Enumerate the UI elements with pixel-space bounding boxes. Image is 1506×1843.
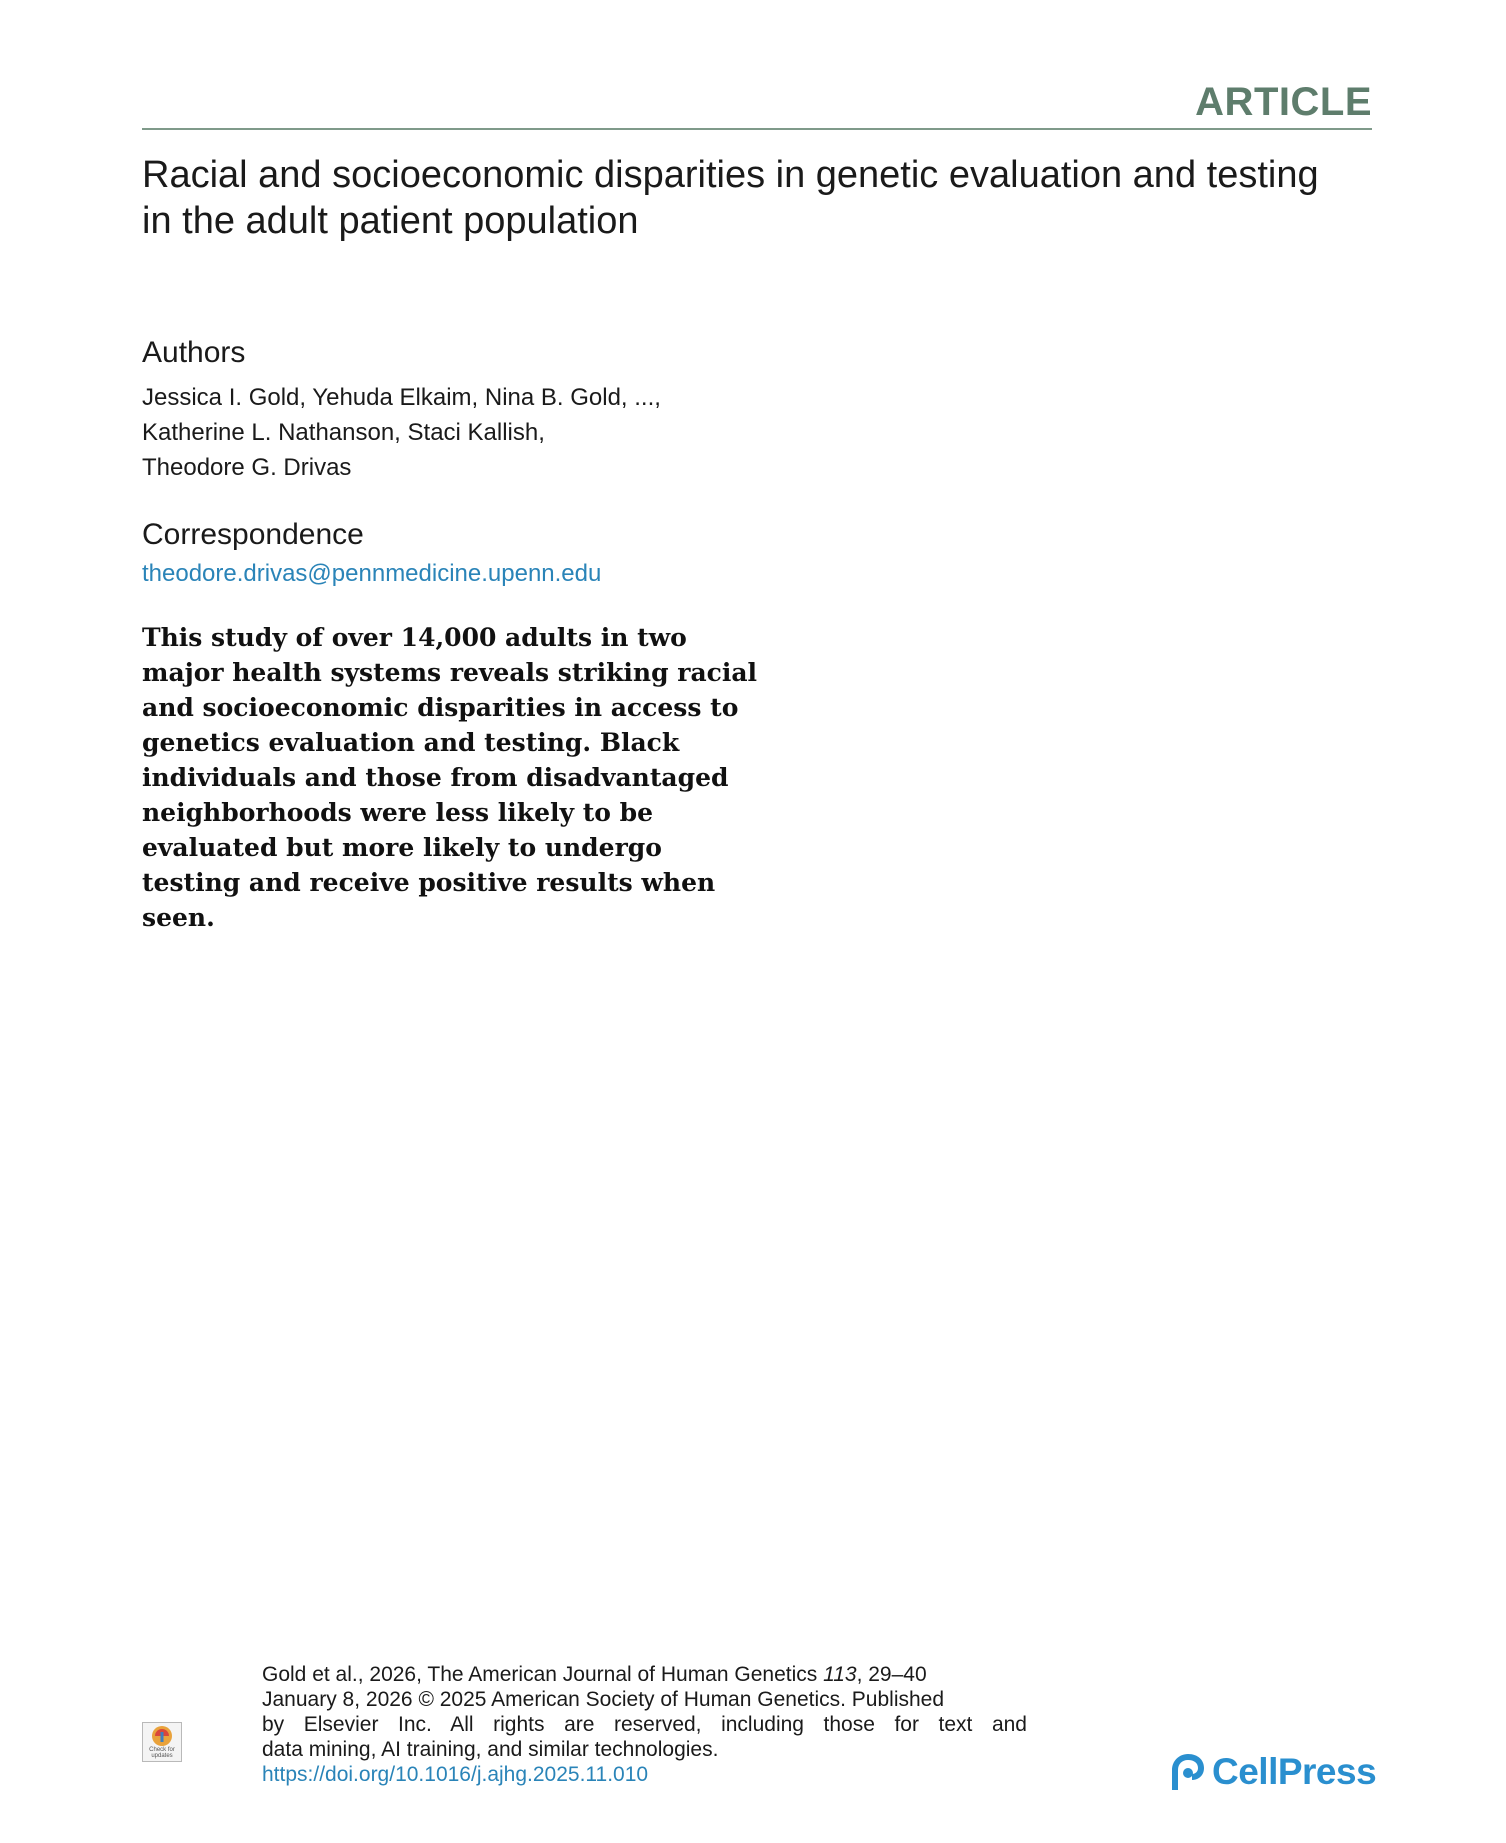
check-for-updates-icon: [143, 1723, 181, 1749]
cellpress-logo-icon: [1168, 1752, 1208, 1792]
cellpress-logo: [1168, 1752, 1376, 1792]
authors-line-2: Katherine L. Nathanson, Staci Kallish,: [142, 419, 545, 446]
doi-link[interactable]: https://doi.org/10.1016/j.ajhg.2025.11.010: [262, 1763, 649, 1786]
citation-authors: Gold et al., 2026, The American Journal of Human Genetics: [262, 1663, 824, 1686]
header-divider: [142, 128, 1372, 130]
citation-pages: , 29–40: [856, 1663, 927, 1686]
authors-list: [142, 380, 661, 485]
check-for-updates-badge[interactable]: [142, 1722, 182, 1762]
authors-heading: Authors: [142, 336, 246, 369]
summary-paragraph: This study of over 14,000 adults in two major health systems reveals striking racial and socioeconomic disparities in access to genetics evaluation and testing. Black individuals and those from disadvantaged neighborhoods were less likely to be evaluated but more likely to undergo testing and receive positive results when seen.: [142, 623, 758, 932]
correspondence-heading: Correspondence: [142, 518, 364, 551]
article-title: [142, 152, 1382, 244]
citation-volume: 113: [823, 1663, 857, 1686]
check-for-updates-label: Check for updates: [149, 1747, 175, 1759]
article-type-label: ARTICLE: [1195, 80, 1372, 124]
correspondence-email-link[interactable]: theodore.drivas@pennmedicine.upenn.edu: [142, 560, 602, 587]
citation-line-1: [262, 1662, 1027, 1687]
cellpress-wordmark: CellPress: [1212, 1751, 1377, 1792]
citation-line-3: by Elsevier Inc. All rights are reserved, including those for text and: [262, 1713, 1027, 1736]
citation-line-4: data mining, AI training, and similar technologies.: [262, 1738, 719, 1761]
citation-line-2: January 8, 2026 © 2025 American Society of Human Genetics. Published: [262, 1688, 945, 1711]
authors-line-3: Theodore G. Drivas: [142, 454, 352, 481]
article-title-line-2: in the adult patient population: [142, 200, 639, 242]
article-title-line-1: Racial and socioeconomic disparities in genetic evaluation and testing: [142, 154, 1319, 196]
authors-line-1: Jessica I. Gold, Yehuda Elkaim, Nina B. Gold, ...,: [142, 384, 661, 411]
citation-footer: [262, 1662, 1027, 1787]
